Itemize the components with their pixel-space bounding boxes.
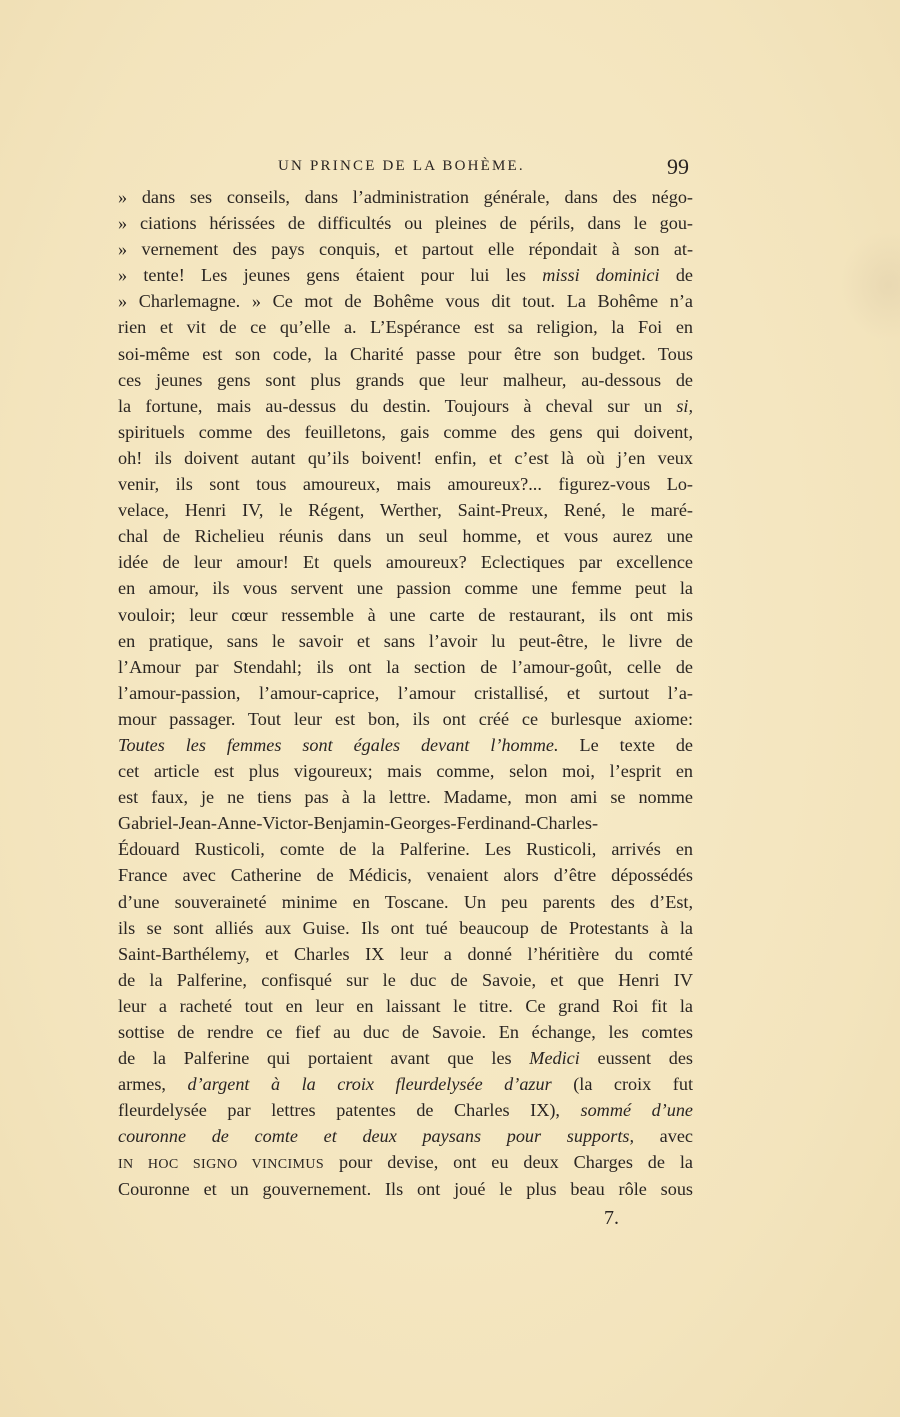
text-line <box>118 419 693 445</box>
text-line <box>118 706 693 732</box>
text-segment: leur a racheté tout en leur en laissant le titre. Ce grand Roi fit la <box>118 995 693 1016</box>
text-segment: rien et vit de ce qu’elle a. L’Espérance est sa religion, la Foi en <box>118 317 693 338</box>
text-segment: venir, ils sont tous amoureux, mais amoureux?... figurez-vous Lo- <box>118 474 693 495</box>
text-line <box>118 288 693 314</box>
text-line <box>118 1176 693 1202</box>
text-line <box>118 262 693 288</box>
text-line <box>118 471 693 497</box>
text-line <box>118 1045 693 1071</box>
text-segment: en pratique, sans le savoir et sans l’avoir lu peut-être, le livre de <box>118 630 693 651</box>
paper-stain <box>840 230 900 340</box>
text-segment: Le texte de <box>558 734 693 755</box>
text-line <box>118 628 693 654</box>
text-line <box>118 341 693 367</box>
signature-mark: 7. <box>604 1207 619 1229</box>
text-line <box>118 915 693 941</box>
page-header <box>118 154 693 184</box>
text-line <box>118 549 693 575</box>
text-segment: Saint-Barthélemy, et Charles IX leur a donné l’héritière du comté <box>118 943 693 964</box>
small-caps-text: IN HOC SIGNO VINCIMUS <box>118 1157 325 1173</box>
text-segment: soi-même est son code, la Charité passe pour être son budget. Tous <box>118 343 693 364</box>
text-line <box>118 680 693 706</box>
text-line <box>118 184 693 210</box>
text-line <box>118 393 693 419</box>
text-line <box>118 862 693 888</box>
text-line <box>118 497 693 523</box>
text-segment: » dans ses conseils, dans l’administration générale, dans des négo- <box>118 187 693 207</box>
text-segment: velace, Henri IV, le Régent, Werther, Saint-Preux, René, le maré- <box>118 500 693 521</box>
text-line <box>118 941 693 967</box>
text-line <box>118 445 693 471</box>
italic-text: couronne de comte et deux paysans pour supports, <box>118 1126 634 1147</box>
text-segment: » Charlemagne. » Ce mot de Bohême vous dit tout. La Bohême n’a <box>118 291 693 312</box>
text-segment: vouloir; leur cœur ressemble à une carte de restaurant, ils ont mis <box>118 604 693 625</box>
text-segment: chal de Richelieu réunis dans un seul homme, et vous aurez une <box>118 526 693 547</box>
text-line <box>118 523 693 549</box>
text-segment: l’Amour par Stendahl; ils ont la section de l’amour-goût, celle de <box>118 656 693 677</box>
italic-text: si, <box>676 395 693 416</box>
text-line <box>118 1149 693 1175</box>
text-line <box>118 758 693 784</box>
text-segment: Gabriel-Jean-Anne-Victor-Benjamin-Georges-Ferdinand-Charles- <box>118 813 598 834</box>
text-line <box>118 602 693 628</box>
text-line <box>118 575 693 601</box>
text-segment: France avec Catherine de Médicis, venaient alors d’être dépossédés <box>118 865 693 886</box>
text-line <box>118 1123 693 1149</box>
text-line <box>118 836 693 862</box>
text-segment: l’amour-passion, l’amour-caprice, l’amour cristallisé, et surtout l’a- <box>118 682 693 703</box>
text-segment: » vernement des pays conquis, et partout elle répondait à son at- <box>118 239 693 260</box>
text-segment: est faux, je ne tiens pas à la lettre. Madame, mon ami se nomme <box>118 787 693 808</box>
text-segment: (la croix fut <box>551 1074 693 1095</box>
text-segment: oh! ils doivent autant qu’ils boivent! enfin, et c’est là où j’en veux <box>118 447 693 468</box>
text-line <box>118 314 693 340</box>
text-line <box>118 1097 693 1123</box>
text-line <box>118 367 693 393</box>
text-line <box>118 784 693 810</box>
text-segment: » tente! Les jeunes gens étaient pour lui les <box>118 265 543 286</box>
text-line <box>118 1071 693 1097</box>
text-segment: avec <box>634 1126 693 1147</box>
text-line <box>118 889 693 915</box>
text-line <box>118 993 693 1019</box>
text-line <box>118 210 693 236</box>
text-segment: sottise de rendre ce fief au duc de Savoie. En échange, les comtes <box>118 1022 693 1042</box>
italic-text: missi dominici <box>542 265 660 286</box>
text-segment: Couronne et un gouvernement. Ils ont joué le plus beau rôle sous <box>118 1178 693 1199</box>
text-segment: la fortune, mais au-dessus du destin. Toujours à cheval sur un <box>118 395 677 416</box>
text-segment: ces jeunes gens sont plus grands que leur malheur, au-dessous de <box>118 369 693 390</box>
text-segment: » ciations hérissées de difficultés ou pleines de périls, dans le gou- <box>118 213 693 234</box>
text-segment: idée de leur amour! Et quels amoureux? Eclectiques par excellence <box>118 552 693 573</box>
italic-text: d’argent à la croix fleurdelysée d’azur <box>187 1074 552 1095</box>
running-title: UN PRINCE DE LA BOHÈME. <box>278 158 525 174</box>
text-line <box>118 1019 693 1045</box>
text-segment: fleurdelysée par lettres patentes de Charles IX), <box>118 1100 581 1121</box>
text-line <box>118 810 693 836</box>
text-segment: mour passager. Tout leur est bon, ils ont créé ce burlesque axiome: <box>118 708 693 729</box>
text-segment: pour devise, ont eu deux Charges de la <box>324 1152 693 1173</box>
text-segment: d’une souveraineté minime en Toscane. Un peu parents des d’Est, <box>118 891 693 912</box>
text-line <box>118 732 693 758</box>
text-segment: de la Palferine, confisqué sur le duc de Savoie, et que Henri IV <box>118 969 693 990</box>
body-text <box>118 184 693 1202</box>
text-segment: spirituels comme des feuilletons, gais comme des gens qui doivent, <box>118 421 693 442</box>
text-segment: eussent des <box>579 1048 693 1069</box>
text-line <box>118 967 693 993</box>
text-segment: armes, <box>118 1074 188 1095</box>
text-segment: de <box>659 265 694 286</box>
text-segment: Édouard Rusticoli, comte de la Palferine. Les Rusticoli, arrivés en <box>118 839 693 860</box>
italic-text: sommé d’une <box>580 1100 693 1121</box>
text-line <box>118 236 693 262</box>
italic-text: Toutes les femmes sont égales devant l’homme. <box>118 734 559 755</box>
text-segment: ils se sont alliés aux Guise. Ils ont tué beaucoup de Protestants à la <box>118 917 693 938</box>
text-line <box>118 654 693 680</box>
text-segment: cet article est plus vigoureux; mais comme, selon moi, l’esprit en <box>118 761 693 782</box>
text-segment: de la Palferine qui portaient avant que les <box>118 1048 530 1069</box>
italic-text: Medici <box>529 1048 580 1069</box>
text-segment: en amour, ils vous servent une passion comme une femme peut la <box>118 578 693 599</box>
page-number: 99 <box>667 154 689 179</box>
